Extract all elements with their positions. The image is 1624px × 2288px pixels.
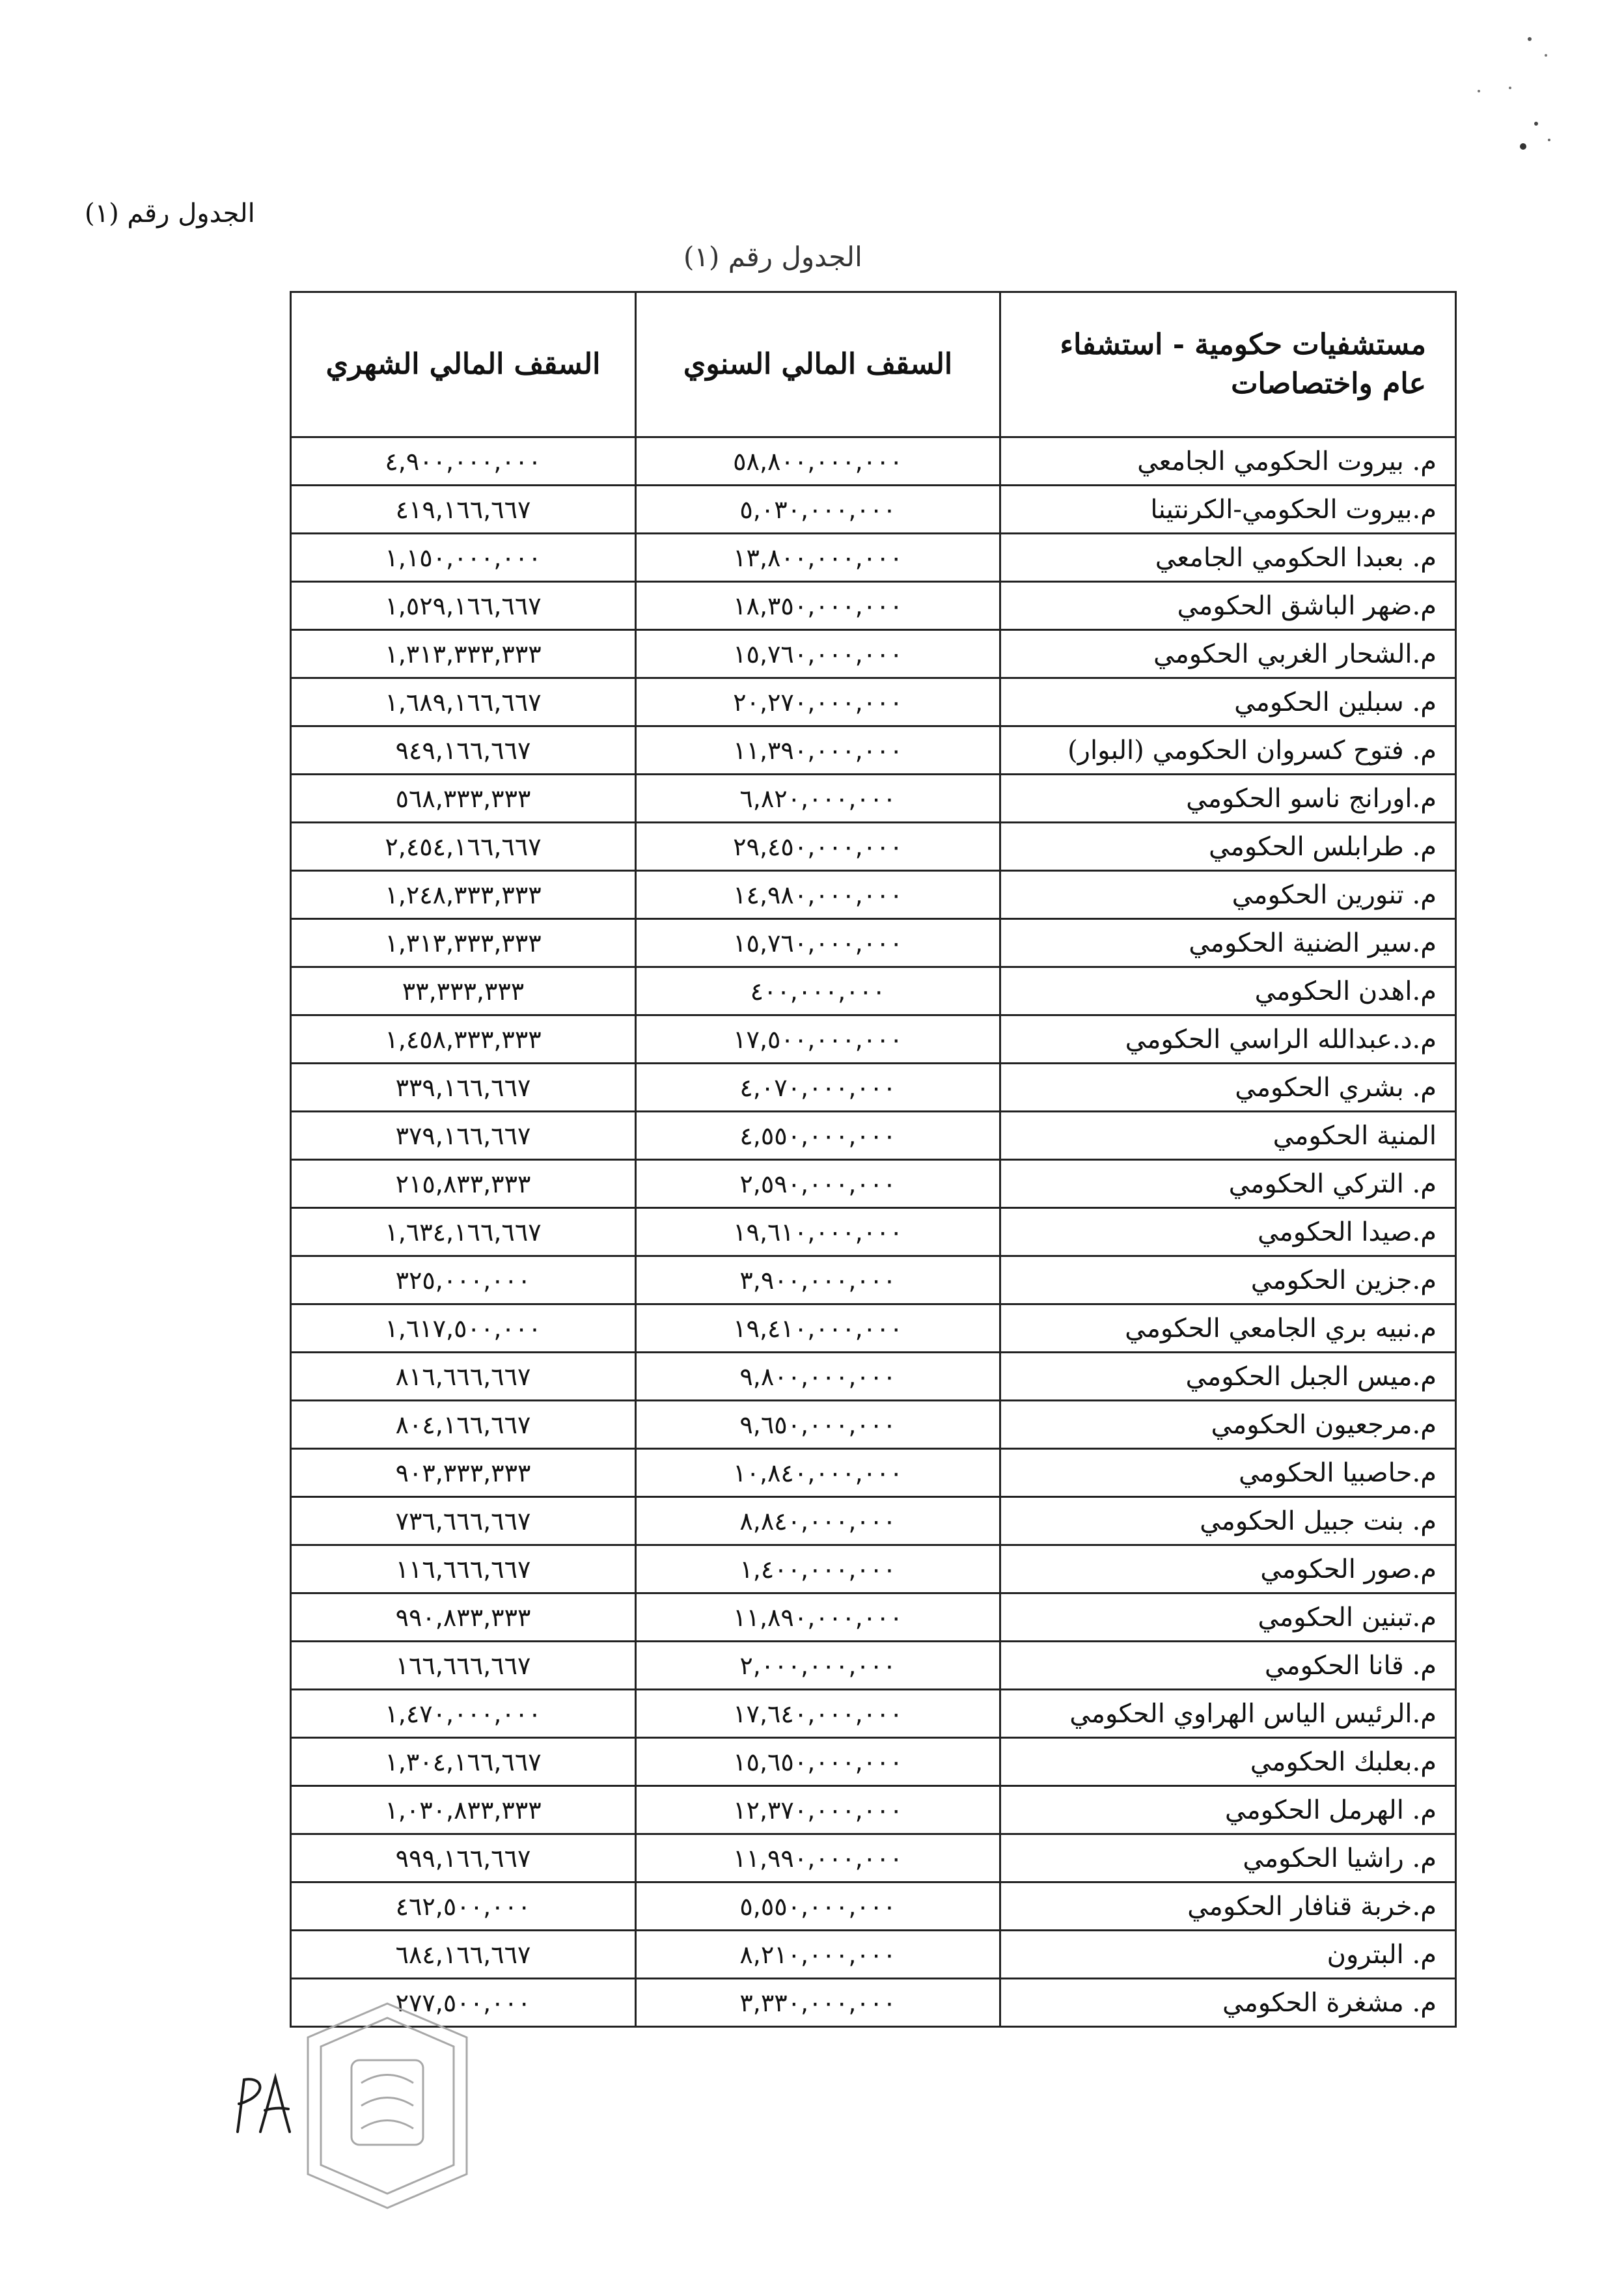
table-row bbox=[291, 678, 1456, 726]
hospital-name-cell: م.صيدا الحكومي bbox=[1000, 1208, 1456, 1256]
annual-ceiling-cell: ٥,٠٣٠,٠٠٠,٠٠٠ bbox=[636, 486, 1000, 534]
hospital-name-cell: المنية الحكومي bbox=[1000, 1112, 1456, 1160]
monthly-ceiling-cell: ١,٣١٣,٣٣٣,٣٣٣ bbox=[291, 630, 636, 678]
hospital-name-cell: م.اهدن الحكومي bbox=[1000, 967, 1456, 1015]
hospital-name-cell: م. بشري الحكومي bbox=[1000, 1064, 1456, 1112]
hospital-name-cell: م.د.عبدالله الراسي الحكومي bbox=[1000, 1015, 1456, 1064]
table-row bbox=[291, 1738, 1456, 1786]
table-row bbox=[291, 1064, 1456, 1112]
monthly-ceiling-cell: ١,٦٣٤,١٦٦,٦٦٧ bbox=[291, 1208, 636, 1256]
table-row bbox=[291, 486, 1456, 534]
hospital-name-cell: م.تبنين الحكومي bbox=[1000, 1593, 1456, 1642]
table-row bbox=[291, 1834, 1456, 1882]
table-row bbox=[291, 582, 1456, 630]
hospital-name-cell: م.مرجعيون الحكومي bbox=[1000, 1401, 1456, 1449]
annual-ceiling-cell: ٢٠,٢٧٠,٠٠٠,٠٠٠ bbox=[636, 678, 1000, 726]
table-row bbox=[291, 1256, 1456, 1304]
annual-ceiling-cell: ٨,٨٤٠,٠٠٠,٠٠٠ bbox=[636, 1497, 1000, 1545]
monthly-ceiling-cell: ١,٠٣٠,٨٣٣,٣٣٣ bbox=[291, 1786, 636, 1834]
monthly-ceiling-cell: ١٦٦,٦٦٦,٦٦٧ bbox=[291, 1642, 636, 1690]
annual-ceiling-cell: ١٤,٩٨٠,٠٠٠,٠٠٠ bbox=[636, 871, 1000, 919]
table-row bbox=[291, 823, 1456, 871]
annual-ceiling-cell: ٢,٠٠٠,٠٠٠,٠٠٠ bbox=[636, 1642, 1000, 1690]
hospital-name-cell: م. الهرمل الحكومي bbox=[1000, 1786, 1456, 1834]
hospital-name-cell: م.سير الضنية الحكومي bbox=[1000, 919, 1456, 967]
annual-ceiling-cell: ٤,٠٧٠,٠٠٠,٠٠٠ bbox=[636, 1064, 1000, 1112]
annual-ceiling-cell: ١١,٣٩٠,٠٠٠,٠٠٠ bbox=[636, 726, 1000, 775]
monthly-ceiling-cell: ١,١٥٠,٠٠٠,٠٠٠ bbox=[291, 534, 636, 582]
annual-ceiling-cell: ١٧,٥٠٠,٠٠٠,٠٠٠ bbox=[636, 1015, 1000, 1064]
table-row bbox=[291, 1015, 1456, 1064]
monthly-ceiling-cell: ١,٦١٧,٥٠٠,٠٠٠ bbox=[291, 1304, 636, 1353]
annual-ceiling-cell: ٩,٨٠٠,٠٠٠,٠٠٠ bbox=[636, 1353, 1000, 1401]
annual-ceiling-cell: ٥,٥٥٠,٠٠٠,٠٠٠ bbox=[636, 1882, 1000, 1931]
table-row bbox=[291, 1545, 1456, 1593]
table-row bbox=[291, 1931, 1456, 1979]
hospital-name-cell: م. راشيا الحكومي bbox=[1000, 1834, 1456, 1882]
annual-ceiling-cell: ٣,٣٣٠,٠٠٠,٠٠٠ bbox=[636, 1979, 1000, 2027]
monthly-ceiling-cell: ٩٩٩,١٦٦,٦٦٧ bbox=[291, 1834, 636, 1882]
table-row bbox=[291, 437, 1456, 486]
hospital-name-cell: م.نبيه بري الجامعي الحكومي bbox=[1000, 1304, 1456, 1353]
table-row bbox=[291, 1882, 1456, 1931]
annual-ceiling-cell: ٥٨,٨٠٠,٠٠٠,٠٠٠ bbox=[636, 437, 1000, 486]
monthly-ceiling-cell: ٩٩٠,٨٣٣,٣٣٣ bbox=[291, 1593, 636, 1642]
page-title-corner: الجدول رقم (١) bbox=[85, 199, 255, 228]
monthly-ceiling-cell: ٣٣٩,١٦٦,٦٦٧ bbox=[291, 1064, 636, 1112]
header-monthly-ceiling: السقف المالي الشهري bbox=[291, 292, 636, 437]
header-hospital-name: مستشفيات حكومية - استشفاء عام واختصاصات bbox=[1000, 292, 1456, 437]
monthly-ceiling-cell: ٩٤٩,١٦٦,٦٦٧ bbox=[291, 726, 636, 775]
annual-ceiling-cell: ١٥,٧٦٠,٠٠٠,٠٠٠ bbox=[636, 919, 1000, 967]
monthly-ceiling-cell: ٢,٤٥٤,١٦٦,٦٦٧ bbox=[291, 823, 636, 871]
monthly-ceiling-cell: ٨٠٤,١٦٦,٦٦٧ bbox=[291, 1401, 636, 1449]
annual-ceiling-cell: ١٩,٦١٠,٠٠٠,٠٠٠ bbox=[636, 1208, 1000, 1256]
table-row bbox=[291, 1304, 1456, 1353]
monthly-ceiling-cell: ٢١٥,٨٣٣,٣٣٣ bbox=[291, 1160, 636, 1208]
monthly-ceiling-cell: ٥٦٨,٣٣٣,٣٣٣ bbox=[291, 775, 636, 823]
monthly-ceiling-cell: ٤٦٢,٥٠٠,٠٠٠ bbox=[291, 1882, 636, 1931]
header-annual-ceiling: السقف المالي السنوي bbox=[636, 292, 1000, 437]
hospital-name-cell: م.ميس الجبل الحكومي bbox=[1000, 1353, 1456, 1401]
annual-ceiling-cell: ١٠,٨٤٠,٠٠٠,٠٠٠ bbox=[636, 1449, 1000, 1497]
hospital-name-cell: م. البترون bbox=[1000, 1931, 1456, 1979]
hospital-name-cell: م. تنورين الحكومي bbox=[1000, 871, 1456, 919]
table-row bbox=[291, 967, 1456, 1015]
hospital-name-cell: م. طرابلس الحكومي bbox=[1000, 823, 1456, 871]
hospital-name-cell: م. بنت جبيل الحكومي bbox=[1000, 1497, 1456, 1545]
table-row bbox=[291, 1497, 1456, 1545]
annual-ceiling-cell: ١١,٩٩٠,٠٠٠,٠٠٠ bbox=[636, 1834, 1000, 1882]
hospital-name-cell: م. بيروت الحكومي الجامعي bbox=[1000, 437, 1456, 486]
annual-ceiling-cell: ٤,٥٥٠,٠٠٠,٠٠٠ bbox=[636, 1112, 1000, 1160]
hospital-name-cell: م.حاصبيا الحكومي bbox=[1000, 1449, 1456, 1497]
hospital-name-cell: م.بعلبك الحكومي bbox=[1000, 1738, 1456, 1786]
hospital-name-cell: م. فتوح كسروان الحكومي (البوار) bbox=[1000, 726, 1456, 775]
table-row bbox=[291, 1593, 1456, 1642]
official-stamp-icon bbox=[296, 1998, 478, 2213]
table-row bbox=[291, 1642, 1456, 1690]
monthly-ceiling-cell: ٦٨٤,١٦٦,٦٦٧ bbox=[291, 1931, 636, 1979]
monthly-ceiling-cell: ١١٦,٦٦٦,٦٦٧ bbox=[291, 1545, 636, 1593]
annual-ceiling-cell: ٩,٦٥٠,٠٠٠,٠٠٠ bbox=[636, 1401, 1000, 1449]
table-title: الجدول رقم (١) bbox=[683, 241, 862, 273]
table-row bbox=[291, 1401, 1456, 1449]
table-row bbox=[291, 726, 1456, 775]
table-body bbox=[291, 437, 1456, 2027]
monthly-ceiling-cell: ١,٤٧٠,٠٠٠,٠٠٠ bbox=[291, 1690, 636, 1738]
hospital-name-cell: م.اورانج ناسو الحكومي bbox=[1000, 775, 1456, 823]
table-row bbox=[291, 1112, 1456, 1160]
monthly-ceiling-cell: ٣٧٩,١٦٦,٦٦٧ bbox=[291, 1112, 636, 1160]
annual-ceiling-cell: ١٢,٣٧٠,٠٠٠,٠٠٠ bbox=[636, 1786, 1000, 1834]
annual-ceiling-cell: ٦,٨٢٠,٠٠٠,٠٠٠ bbox=[636, 775, 1000, 823]
annual-ceiling-cell: ١٣,٨٠٠,٠٠٠,٠٠٠ bbox=[636, 534, 1000, 582]
annual-ceiling-cell: ٣,٩٠٠,٠٠٠,٠٠٠ bbox=[636, 1256, 1000, 1304]
annual-ceiling-cell: ١٧,٦٤٠,٠٠٠,٠٠٠ bbox=[636, 1690, 1000, 1738]
annual-ceiling-cell: ٢٩,٤٥٠,٠٠٠,٠٠٠ bbox=[636, 823, 1000, 871]
monthly-ceiling-cell: ١,٤٥٨,٣٣٣,٣٣٣ bbox=[291, 1015, 636, 1064]
scan-specks-icon bbox=[1458, 26, 1588, 169]
annual-ceiling-cell: ١١,٨٩٠,٠٠٠,٠٠٠ bbox=[636, 1593, 1000, 1642]
annual-ceiling-cell: ١٩,٤١٠,٠٠٠,٠٠٠ bbox=[636, 1304, 1000, 1353]
hospital-name-cell: م.بيروت الحكومي-الكرنتينا bbox=[1000, 486, 1456, 534]
monthly-ceiling-cell: ٤,٩٠٠,٠٠٠,٠٠٠ bbox=[291, 437, 636, 486]
monthly-ceiling-cell: ١,٣٠٤,١٦٦,٦٦٧ bbox=[291, 1738, 636, 1786]
monthly-ceiling-cell: ٨١٦,٦٦٦,٦٦٧ bbox=[291, 1353, 636, 1401]
table-row bbox=[291, 1353, 1456, 1401]
hospital-name-cell: م. سبلين الحكومي bbox=[1000, 678, 1456, 726]
hospital-name-cell: م.الشحار الغربي الحكومي bbox=[1000, 630, 1456, 678]
annual-ceiling-cell: ١٨,٣٥٠,٠٠٠,٠٠٠ bbox=[636, 582, 1000, 630]
table-row bbox=[291, 1160, 1456, 1208]
signature-icon bbox=[225, 2070, 303, 2142]
hospital-name-cell: م.ضهر الباشق الحكومي bbox=[1000, 582, 1456, 630]
table-row bbox=[291, 775, 1456, 823]
monthly-ceiling-cell: ٣٣,٣٣٣,٣٣٣ bbox=[291, 967, 636, 1015]
hospital-name-cell: م.خربة قنافار الحكومي bbox=[1000, 1882, 1456, 1931]
table-row bbox=[291, 1786, 1456, 1834]
table-row bbox=[291, 1449, 1456, 1497]
annual-ceiling-cell: ٤٠٠,٠٠٠,٠٠٠ bbox=[636, 967, 1000, 1015]
annual-ceiling-cell: ٢,٥٩٠,٠٠٠,٠٠٠ bbox=[636, 1160, 1000, 1208]
monthly-ceiling-cell: ٤١٩,١٦٦,٦٦٧ bbox=[291, 486, 636, 534]
annual-ceiling-cell: ١٥,٦٥٠,٠٠٠,٠٠٠ bbox=[636, 1738, 1000, 1786]
hospital-name-cell: م.صور الحكومي bbox=[1000, 1545, 1456, 1593]
monthly-ceiling-cell: ١,٦٨٩,١٦٦,٦٦٧ bbox=[291, 678, 636, 726]
annual-ceiling-cell: ٨,٢١٠,٠٠٠,٠٠٠ bbox=[636, 1931, 1000, 1979]
monthly-ceiling-cell: ١,٥٢٩,١٦٦,٦٦٧ bbox=[291, 582, 636, 630]
table-header-row bbox=[291, 292, 1456, 437]
annual-ceiling-cell: ١٥,٧٦٠,٠٠٠,٠٠٠ bbox=[636, 630, 1000, 678]
hospital-name-cell: م. التركي الحكومي bbox=[1000, 1160, 1456, 1208]
table-row bbox=[291, 1690, 1456, 1738]
table-row bbox=[291, 630, 1456, 678]
table-row bbox=[291, 534, 1456, 582]
table-row bbox=[291, 871, 1456, 919]
monthly-ceiling-cell: ١,٢٤٨,٣٣٣,٣٣٣ bbox=[291, 871, 636, 919]
hospital-name-cell: م.جزين الحكومي bbox=[1000, 1256, 1456, 1304]
table-row bbox=[291, 919, 1456, 967]
hospital-name-cell: م. بعبدا الحكومي الجامعي bbox=[1000, 534, 1456, 582]
hospital-name-cell: م. مشغرة الحكومي bbox=[1000, 1979, 1456, 2027]
monthly-ceiling-cell: ١,٣١٣,٣٣٣,٣٣٣ bbox=[291, 919, 636, 967]
monthly-ceiling-cell: ٩٠٣,٣٣٣,٣٣٣ bbox=[291, 1449, 636, 1497]
monthly-ceiling-cell: ٣٢٥,٠٠٠,٠٠٠ bbox=[291, 1256, 636, 1304]
monthly-ceiling-cell: ٢٧٧,٥٠٠,٠٠٠ bbox=[291, 1979, 636, 2027]
monthly-ceiling-cell: ٧٣٦,٦٦٦,٦٦٧ bbox=[291, 1497, 636, 1545]
hospital-budget-table bbox=[290, 291, 1457, 2028]
hospital-name-cell: م. قانا الحكومي bbox=[1000, 1642, 1456, 1690]
table-row bbox=[291, 1208, 1456, 1256]
hospital-name-cell: م.الرئيس الياس الهراوي الحكومي bbox=[1000, 1690, 1456, 1738]
annual-ceiling-cell: ١,٤٠٠,٠٠٠,٠٠٠ bbox=[636, 1545, 1000, 1593]
